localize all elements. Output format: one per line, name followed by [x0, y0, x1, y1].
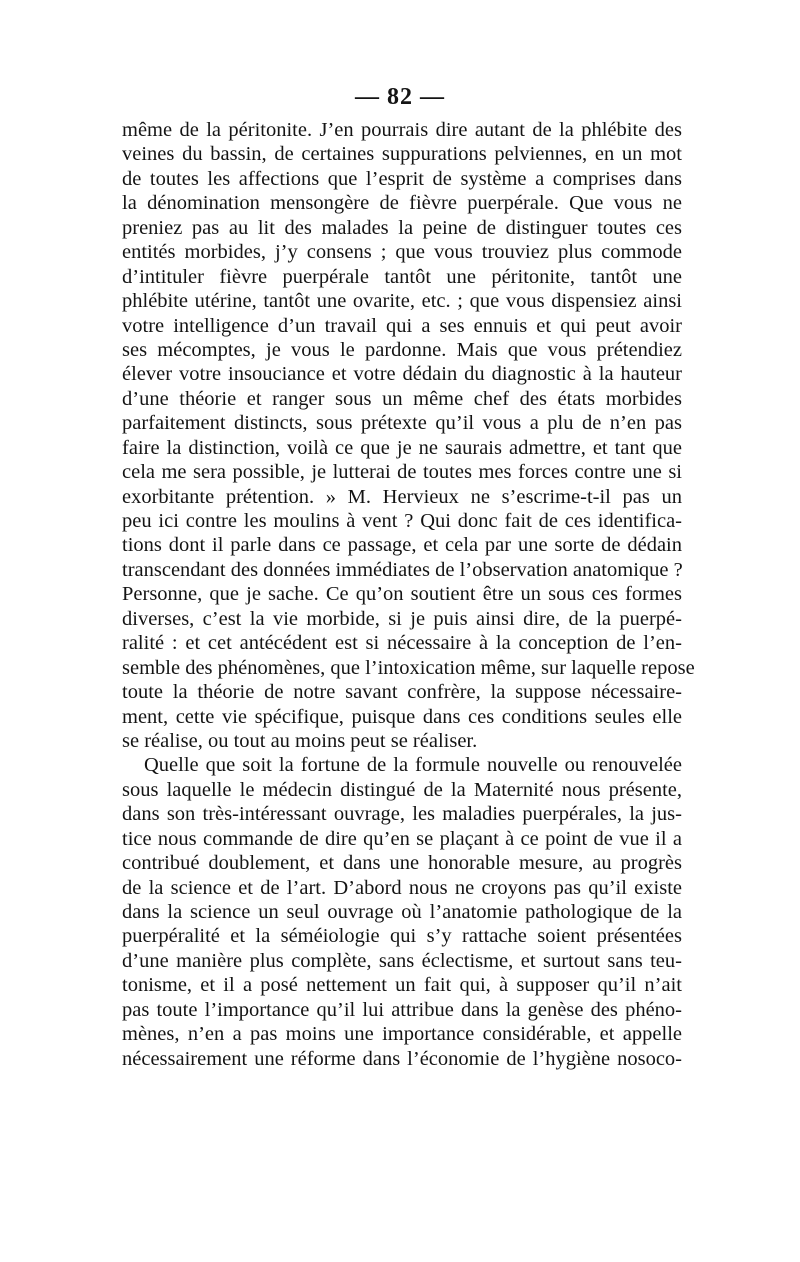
text-line: tonisme, et il a posé nettement un fait qui, à supposer qu’il n’ait — [122, 974, 682, 997]
text-line: semble des phénomènes, que l’intoxication même, sur laquelle repose — [122, 656, 695, 679]
text-line: dans son très-intéressant ouvrage, les maladies puerpérales, la jus- — [122, 803, 682, 826]
text-line: votre intelligence d’un travail qui a ses ennuis et qui peut avoir — [122, 314, 682, 337]
text-line: d’une manière plus complète, sans éclectisme, et surtout sans teu- — [122, 949, 682, 972]
text-line: entités morbides, j’y consens ; que vous trouviez plus commode — [122, 241, 682, 264]
text-line: transcendant des données immédiates de l’observation anatomique ? — [122, 558, 683, 581]
text-line: de toutes les affections que l’esprit de système a comprises dans — [122, 167, 682, 190]
text-line: toute la théorie de notre savant confrère, la suppose nécessaire- — [122, 681, 682, 704]
text-line: phlébite utérine, tantôt une ovarite, etc. ; que vous dispensiez ainsi — [122, 290, 682, 313]
body-text — [122, 118, 695, 1071]
text-line: preniez pas au lit des malades la peine de distinguer toutes ces — [122, 216, 682, 239]
text-line: tice nous commande de dire qu’en se plaçant à ce point de vue il a — [122, 827, 682, 850]
text-line: nécessairement une réforme dans l’économie de l’hygiène nosoco- — [122, 1047, 682, 1070]
text-line: parfaitement distincts, sous prétexte qu’il vous a plu de n’en pas — [122, 412, 682, 435]
text-line: pas toute l’importance qu’il lui attribue dans la genèse des phéno- — [122, 998, 682, 1021]
text-line: sous laquelle le médecin distingué de la Maternité nous présente, — [122, 778, 682, 801]
text-line: même de la péritonite. J’en pourrais dire autant de la phlébite des — [122, 119, 682, 141]
page-number: — 82 — — [355, 84, 445, 110]
text-line: peu ici contre les moulins à vent ? Qui donc fait de ces identifica- — [122, 510, 682, 532]
text-line: dans la science un seul ouvrage où l’anatomie pathologique de la — [122, 901, 682, 923]
text-line: cela me sera possible, je lutterai de toutes mes forces contre une si — [122, 461, 682, 484]
paragraph-end-line: se réalise, ou tout au moins peut se réaliser. — [122, 729, 478, 752]
text-line: faire la distinction, voilà ce que je ne saurais admettre, et tant que — [122, 436, 682, 459]
text-line: ses mécomptes, je vous le pardonne. Mais que vous prétendiez — [122, 338, 682, 361]
text-line: ment, cette vie spécifique, puisque dans ces conditions seules elle — [122, 705, 682, 728]
text-line: de la science et de l’art. D’abord nous ne croyons pas qu’il existe — [122, 876, 682, 899]
paragraph-start-line: Quelle que soit la fortune de la formule nouvelle ou renouvelée — [144, 754, 682, 777]
text-line: élever votre insouciance et votre dédain du diagnostic à la hauteur — [122, 363, 682, 386]
text-line: ralité : et cet antécédent est si nécessaire à la conception de l’en- — [122, 632, 682, 655]
text-line: Personne, que je sache. Ce qu’on soutient être un sous ces formes — [122, 583, 682, 606]
text-line: contribué doublement, et dans une honorable mesure, au progrès — [122, 852, 682, 875]
text-line: d’intituler fièvre puerpérale tantôt une péritonite, tantôt une — [122, 265, 682, 288]
text-line: d’une théorie et ranger sous un même chef des états morbides — [122, 387, 682, 410]
text-line: veines du bassin, de certaines suppurations pelviennes, en un mot — [122, 143, 682, 166]
text-line: mènes, n’en a pas moins une importance considérable, et appelle — [122, 1023, 682, 1046]
text-line: puerpéralité et la séméiologie qui s’y rattache soient présentées — [122, 925, 682, 948]
text-line: la dénomination mensongère de fièvre puerpérale. Que vous ne — [122, 192, 682, 215]
text-line: exorbitante prétention. » M. Hervieux ne s’escrime-t-il pas un — [122, 485, 682, 508]
text-line: diverses, c’est la vie morbide, si je puis ainsi dire, de la puerpé- — [122, 607, 682, 630]
text-line: tions dont il parle dans ce passage, et cela par une sorte de dédain — [122, 534, 682, 557]
